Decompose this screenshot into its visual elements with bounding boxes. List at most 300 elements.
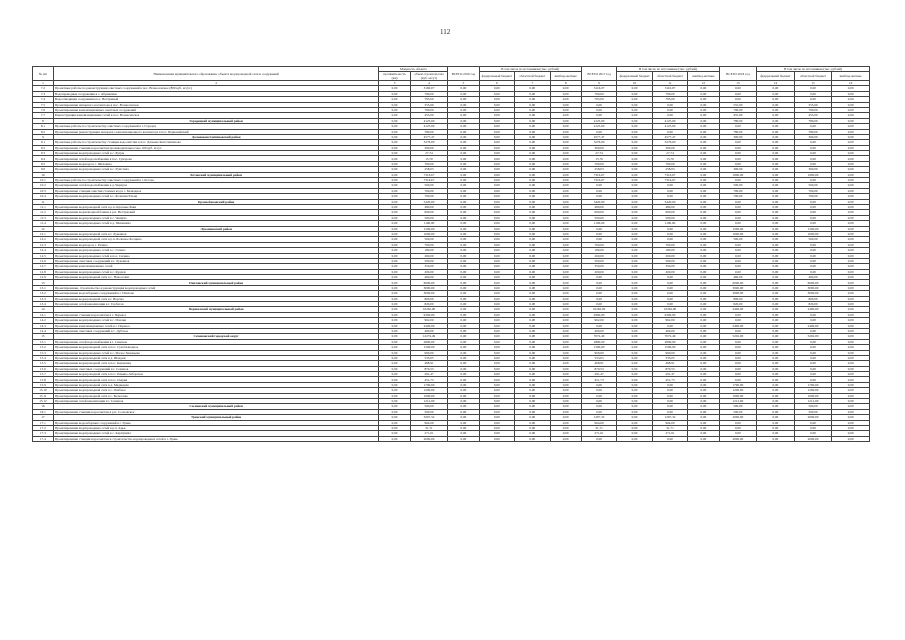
value-cell: 0,00 bbox=[652, 280, 687, 285]
value-cell: 0,00 bbox=[379, 415, 410, 420]
value-cell: 0,00 bbox=[479, 334, 514, 339]
value-cell: 0,00 bbox=[448, 431, 479, 436]
value-cell: 0,00 bbox=[379, 350, 410, 355]
value-cell: 10262,00 bbox=[652, 307, 687, 312]
value-cell: 900,00 bbox=[652, 350, 687, 355]
value-cell: 258,03 bbox=[410, 167, 448, 172]
value-cell: 0,00 bbox=[479, 404, 514, 409]
value-cell: 0,00 bbox=[832, 140, 870, 145]
row-number: 15.10 bbox=[33, 388, 54, 393]
value-cell: 480,00 bbox=[652, 204, 687, 209]
value-cell: 0,00 bbox=[448, 312, 479, 317]
value-cell: 180,00 bbox=[652, 248, 687, 253]
object-name: Проектирование водопроводных сетей в с. Гагино bbox=[53, 248, 379, 253]
value-cell: 0,00 bbox=[757, 91, 795, 96]
value-cell: 0,00 bbox=[832, 134, 870, 139]
value-cell: 0,00 bbox=[757, 199, 795, 204]
value-cell: 0,00 bbox=[688, 86, 719, 91]
value-cell: 0,00 bbox=[379, 107, 410, 112]
value-cell: 1212,00 bbox=[410, 399, 448, 404]
value-cell: 0,00 bbox=[757, 156, 795, 161]
value-cell: 0,00 bbox=[757, 431, 795, 436]
value-cell: 0,00 bbox=[719, 345, 757, 350]
value-cell: 0,00 bbox=[581, 323, 616, 328]
value-cell: 3000,00 bbox=[410, 291, 448, 296]
value-cell: 0,00 bbox=[794, 264, 832, 269]
value-cell: 0,00 bbox=[448, 253, 479, 258]
value-cell: 2000,00 bbox=[719, 415, 757, 420]
value-cell: 820,00 bbox=[719, 302, 757, 307]
object-name: Проектирование водопроводной сети в с. Новоселки bbox=[53, 275, 379, 280]
value-cell: 0,00 bbox=[479, 350, 514, 355]
value-cell: 10262,00 bbox=[410, 307, 448, 312]
value-cell: 0,00 bbox=[794, 97, 832, 102]
value-cell: 0,00 bbox=[757, 183, 795, 188]
value-cell: 0,00 bbox=[515, 221, 550, 226]
column-number: 11 bbox=[652, 81, 687, 86]
object-name: Проектирование станции водоочистки и строительство водопроводных сетей в г. Урень bbox=[53, 436, 379, 441]
value-cell: 0,00 bbox=[719, 355, 757, 360]
value-cell: 0,00 bbox=[515, 188, 550, 193]
value-cell: 0,00 bbox=[448, 124, 479, 129]
value-cell: 0,00 bbox=[379, 86, 410, 91]
value-cell: 0,00 bbox=[688, 161, 719, 166]
row-number: 15.7 bbox=[33, 372, 54, 377]
value-cell: 533,05 bbox=[410, 355, 448, 360]
row-number: 9.5 bbox=[33, 161, 54, 166]
value-cell: 962,00 bbox=[410, 318, 448, 323]
value-cell: 0,00 bbox=[479, 426, 514, 431]
value-cell: 0,00 bbox=[757, 296, 795, 301]
value-cell: 0,00 bbox=[757, 393, 795, 398]
object-name: Проектирование водозаборных сооружений в г. Урень bbox=[53, 420, 379, 425]
value-cell: 350,00 bbox=[652, 264, 687, 269]
value-cell: 27,74 bbox=[410, 151, 448, 156]
value-cell: 795,00 bbox=[652, 97, 687, 102]
value-cell: 0,00 bbox=[379, 388, 410, 393]
value-cell: 0,00 bbox=[688, 431, 719, 436]
value-cell: 3276,00 bbox=[581, 140, 616, 145]
object-name: Проектирование водопроводных сетей в пос. Силино bbox=[53, 253, 379, 258]
object-name: Проектирование водопроводной сети в пос. Озерки bbox=[53, 377, 379, 382]
row-number: 16 bbox=[33, 404, 54, 409]
value-cell: 0,00 bbox=[617, 350, 652, 355]
value-cell: 0,00 bbox=[688, 269, 719, 274]
value-cell: 0,00 bbox=[832, 237, 870, 242]
value-cell: 300,00 bbox=[652, 145, 687, 150]
value-cell: 0,00 bbox=[794, 204, 832, 209]
value-cell: 0,00 bbox=[515, 328, 550, 333]
value-cell: 0,00 bbox=[379, 226, 410, 231]
value-cell: 0,00 bbox=[652, 285, 687, 290]
row-number: 14.2 bbox=[33, 318, 54, 323]
value-cell: 0,00 bbox=[832, 221, 870, 226]
value-cell: 2800,00 bbox=[581, 339, 616, 344]
value-cell: 0,00 bbox=[550, 183, 581, 188]
value-cell: 0,00 bbox=[515, 345, 550, 350]
value-cell: 0,00 bbox=[379, 134, 410, 139]
value-cell: 500,00 bbox=[410, 237, 448, 242]
value-cell: 0,00 bbox=[550, 172, 581, 177]
value-cell: 0,00 bbox=[757, 323, 795, 328]
value-cell: 0,00 bbox=[688, 318, 719, 323]
value-cell: 0,00 bbox=[448, 194, 479, 199]
value-cell: 0,00 bbox=[479, 188, 514, 193]
value-cell: 0,00 bbox=[832, 151, 870, 156]
value-cell: 500,00 bbox=[410, 183, 448, 188]
value-cell: 0,00 bbox=[515, 269, 550, 274]
value-cell: 1000,00 bbox=[794, 231, 832, 236]
value-cell: 0,00 bbox=[379, 404, 410, 409]
column-number: 16 bbox=[832, 81, 870, 86]
value-cell: 0,00 bbox=[379, 339, 410, 344]
value-cell: 0,00 bbox=[617, 296, 652, 301]
value-cell: 0,00 bbox=[379, 145, 410, 150]
value-cell: 0,00 bbox=[652, 188, 687, 193]
value-cell: 1790,00 bbox=[410, 382, 448, 387]
value-cell: 0,00 bbox=[448, 415, 479, 420]
value-cell: 0,00 bbox=[550, 339, 581, 344]
value-cell: 0,00 bbox=[479, 242, 514, 247]
value-cell: 0,00 bbox=[617, 366, 652, 371]
value-cell: 0,00 bbox=[719, 210, 757, 215]
value-cell: 790,00 bbox=[719, 107, 757, 112]
value-cell: 0,00 bbox=[832, 366, 870, 371]
value-cell: 0,00 bbox=[515, 258, 550, 263]
header-reg-2017: областной бюджет bbox=[652, 72, 687, 81]
object-name: Проектирование напорного коллектора в пос. Вознесенское bbox=[53, 102, 379, 107]
value-cell: 0,00 bbox=[515, 393, 550, 398]
value-cell: 500,00 bbox=[794, 409, 832, 414]
value-cell: 0,00 bbox=[448, 178, 479, 183]
page-number: 112 bbox=[440, 28, 451, 36]
object-name: Проектирование водопроводной сети в р.п. Большое Болдино bbox=[53, 237, 379, 242]
row-number: 7.4 bbox=[33, 97, 54, 102]
value-cell: 0,00 bbox=[757, 307, 795, 312]
value-cell: 0,00 bbox=[515, 361, 550, 366]
value-cell: 0,00 bbox=[379, 269, 410, 274]
value-cell: 9300,00 bbox=[581, 312, 616, 317]
value-cell: 0,00 bbox=[550, 118, 581, 123]
value-cell: 0,00 bbox=[757, 140, 795, 145]
object-name: Краснобаковский район bbox=[53, 199, 379, 204]
value-cell: 0,00 bbox=[794, 178, 832, 183]
value-cell: 0,00 bbox=[719, 361, 757, 366]
value-cell: 0,00 bbox=[448, 264, 479, 269]
value-cell: 0,00 bbox=[832, 399, 870, 404]
value-cell: 0,00 bbox=[515, 167, 550, 172]
value-cell: 0,00 bbox=[688, 420, 719, 425]
value-cell: 0,00 bbox=[515, 210, 550, 215]
value-cell: 0,00 bbox=[757, 237, 795, 242]
value-cell: 260,00 bbox=[410, 253, 448, 258]
header-name: Наименование муниципального образования, объекта водопроводной сети и сооружений bbox=[53, 67, 379, 81]
object-name: Семеновский городской округ bbox=[53, 334, 379, 339]
value-cell: 0,00 bbox=[617, 178, 652, 183]
value-cell: 460,00 bbox=[719, 275, 757, 280]
value-cell: 0,00 bbox=[479, 183, 514, 188]
column-number: 10 bbox=[617, 81, 652, 86]
value-cell: 0,00 bbox=[479, 97, 514, 102]
value-cell: 0,00 bbox=[688, 264, 719, 269]
row-number: 7.7 bbox=[33, 113, 54, 118]
value-cell: 9300,00 bbox=[410, 312, 448, 317]
value-cell: 0,00 bbox=[757, 366, 795, 371]
row-number: 10.2 bbox=[33, 183, 54, 188]
value-cell: 0,00 bbox=[832, 393, 870, 398]
value-cell: 700,00 bbox=[581, 242, 616, 247]
object-name: Сосновский муниципальный район bbox=[53, 404, 379, 409]
row-number: 15 bbox=[33, 334, 54, 339]
value-cell: 0,00 bbox=[550, 361, 581, 366]
row-number: 17.4 bbox=[33, 436, 54, 441]
value-cell: 200,00 bbox=[410, 269, 448, 274]
value-cell: 4577,47 bbox=[652, 134, 687, 139]
object-name: Водоотводящие сооружения пос. Ветлужный bbox=[53, 97, 379, 102]
value-cell: 0,00 bbox=[617, 97, 652, 102]
value-cell: 0,00 bbox=[379, 291, 410, 296]
value-cell: 0,00 bbox=[688, 409, 719, 414]
value-cell: 0,00 bbox=[515, 134, 550, 139]
value-cell: 291,47 bbox=[410, 372, 448, 377]
value-cell: 0,00 bbox=[832, 426, 870, 431]
value-cell: 0,00 bbox=[515, 431, 550, 436]
value-cell: 0,00 bbox=[448, 199, 479, 204]
value-cell: 271,61 bbox=[410, 431, 448, 436]
value-cell: 0,00 bbox=[550, 302, 581, 307]
value-cell: 0,00 bbox=[479, 151, 514, 156]
value-cell: 0,00 bbox=[719, 350, 757, 355]
value-cell: 0,00 bbox=[379, 113, 410, 118]
value-cell: 0,00 bbox=[479, 145, 514, 150]
column-number: 2 bbox=[53, 81, 379, 86]
value-cell: 2400,00 bbox=[794, 323, 832, 328]
object-name: Кстовский муниципальный район bbox=[53, 172, 379, 177]
value-cell: 0,00 bbox=[794, 339, 832, 344]
value-cell: 0,00 bbox=[515, 307, 550, 312]
value-cell: 1267,32 bbox=[652, 415, 687, 420]
column-number: 7 bbox=[515, 81, 550, 86]
value-cell: 0,00 bbox=[448, 409, 479, 414]
value-cell: 0,00 bbox=[688, 172, 719, 177]
value-cell: 0,00 bbox=[794, 151, 832, 156]
value-cell: 0,00 bbox=[550, 258, 581, 263]
value-cell: 0,00 bbox=[617, 323, 652, 328]
value-cell: 0,00 bbox=[757, 97, 795, 102]
value-cell: 0,00 bbox=[688, 388, 719, 393]
value-cell: 0,00 bbox=[379, 323, 410, 328]
value-cell: 0,00 bbox=[479, 172, 514, 177]
header-fed-2016: федеральный бюджет bbox=[479, 72, 514, 81]
value-cell: 0,00 bbox=[550, 242, 581, 247]
value-cell: 0,00 bbox=[379, 436, 410, 441]
value-cell: 0,00 bbox=[550, 355, 581, 360]
value-cell: 0,00 bbox=[757, 215, 795, 220]
value-cell: 500,00 bbox=[410, 404, 448, 409]
value-cell: 0,00 bbox=[617, 361, 652, 366]
value-cell: 0,00 bbox=[550, 97, 581, 102]
value-cell: 0,00 bbox=[479, 258, 514, 263]
value-cell: 0,00 bbox=[794, 248, 832, 253]
value-cell: 0,00 bbox=[448, 404, 479, 409]
value-cell: 260,00 bbox=[581, 253, 616, 258]
value-cell: 0,00 bbox=[515, 296, 550, 301]
row-number: 9.2 bbox=[33, 145, 54, 150]
object-name: Павловский муниципальный район bbox=[53, 280, 379, 285]
value-cell: 3116,07 bbox=[652, 86, 687, 91]
value-cell: 271,61 bbox=[652, 431, 687, 436]
value-cell: 0,00 bbox=[757, 399, 795, 404]
value-cell: 0,00 bbox=[379, 318, 410, 323]
object-name: Проектирование водопроводных сетей в с. Большая Ельня bbox=[53, 194, 379, 199]
value-cell: 0,00 bbox=[617, 409, 652, 414]
value-cell: 0,00 bbox=[379, 393, 410, 398]
header-reg-2016: областной бюджет bbox=[515, 72, 550, 81]
value-cell: 0,00 bbox=[379, 280, 410, 285]
value-cell: 0,00 bbox=[757, 345, 795, 350]
value-cell: 900,00 bbox=[410, 350, 448, 355]
value-cell: 0,00 bbox=[832, 361, 870, 366]
object-name: Проектирование водопроводной сети в д. Шалдеж bbox=[53, 355, 379, 360]
value-cell: 0,00 bbox=[479, 318, 514, 323]
value-cell: 0,00 bbox=[617, 404, 652, 409]
value-cell: 0,00 bbox=[448, 102, 479, 107]
column-number: 3 bbox=[379, 81, 410, 86]
value-cell: 0,00 bbox=[379, 210, 410, 215]
value-cell: 0,00 bbox=[757, 377, 795, 382]
value-cell: 500,00 bbox=[719, 237, 757, 242]
row-number: 15.1 bbox=[33, 339, 54, 344]
value-cell: 780,00 bbox=[719, 129, 757, 134]
value-cell: 0,00 bbox=[617, 151, 652, 156]
value-cell: 0,00 bbox=[379, 91, 410, 96]
value-cell: 0,00 bbox=[757, 118, 795, 123]
value-cell: 27,74 bbox=[652, 151, 687, 156]
value-cell: 1500,00 bbox=[410, 226, 448, 231]
value-cell: 2800,00 bbox=[652, 339, 687, 344]
row-number: 14.1 bbox=[33, 312, 54, 317]
row-number: 9 bbox=[33, 134, 54, 139]
value-cell: 0,00 bbox=[832, 199, 870, 204]
value-cell: 0,00 bbox=[794, 269, 832, 274]
value-cell: 0,00 bbox=[379, 431, 410, 436]
value-cell: 0,00 bbox=[581, 302, 616, 307]
value-cell: 0,00 bbox=[550, 129, 581, 134]
value-cell: 0,00 bbox=[515, 426, 550, 431]
value-cell: 7316,67 bbox=[581, 178, 616, 183]
row-number: 15.9 bbox=[33, 382, 54, 387]
value-cell: 0,00 bbox=[832, 339, 870, 344]
value-cell: 0,00 bbox=[550, 280, 581, 285]
value-cell: 0,00 bbox=[832, 204, 870, 209]
value-cell: 0,00 bbox=[479, 345, 514, 350]
value-cell: 964,00 bbox=[410, 420, 448, 425]
value-cell: 0,00 bbox=[794, 431, 832, 436]
value-cell: 0,00 bbox=[757, 436, 795, 441]
value-cell: 0,00 bbox=[688, 382, 719, 387]
value-cell: 0,00 bbox=[719, 312, 757, 317]
value-cell: 0,00 bbox=[515, 285, 550, 290]
value-cell: 0,00 bbox=[515, 91, 550, 96]
value-cell: 451,73 bbox=[652, 377, 687, 382]
value-cell: 0,00 bbox=[617, 226, 652, 231]
value-cell: 0,00 bbox=[757, 194, 795, 199]
value-cell: 600,00 bbox=[581, 210, 616, 215]
value-cell: 0,00 bbox=[757, 328, 795, 333]
value-cell: 0,00 bbox=[757, 415, 795, 420]
value-cell: 0,00 bbox=[832, 226, 870, 231]
value-cell: 0,00 bbox=[448, 382, 479, 387]
value-cell: 0,00 bbox=[688, 107, 719, 112]
value-cell: 300,00 bbox=[581, 145, 616, 150]
value-cell: 0,00 bbox=[832, 183, 870, 188]
value-cell: 6000,00 bbox=[719, 280, 757, 285]
value-cell: 0,00 bbox=[379, 172, 410, 177]
value-cell: 0,00 bbox=[757, 161, 795, 166]
value-cell: 0,00 bbox=[515, 275, 550, 280]
value-cell: 0,00 bbox=[757, 426, 795, 431]
value-cell: 0,00 bbox=[617, 318, 652, 323]
value-cell: 0,00 bbox=[832, 291, 870, 296]
value-cell: 0,00 bbox=[794, 258, 832, 263]
value-cell: 0,00 bbox=[617, 102, 652, 107]
value-cell: 0,00 bbox=[688, 248, 719, 253]
value-cell: 0,00 bbox=[479, 113, 514, 118]
value-cell: 0,00 bbox=[832, 404, 870, 409]
value-cell: 180,00 bbox=[581, 248, 616, 253]
value-cell: 700,00 bbox=[719, 194, 757, 199]
value-cell: 0,00 bbox=[832, 118, 870, 123]
value-cell: 0,00 bbox=[719, 377, 757, 382]
object-name: Проектные работы по строительству очистных сооружений в г. Кстово bbox=[53, 178, 379, 183]
value-cell: 0,00 bbox=[719, 140, 757, 145]
value-cell: 0,00 bbox=[617, 172, 652, 177]
row-number: 7.3 bbox=[33, 91, 54, 96]
value-cell: 790,00 bbox=[581, 91, 616, 96]
value-cell: 1790,00 bbox=[719, 382, 757, 387]
value-cell: 0,00 bbox=[832, 248, 870, 253]
value-cell: 0,00 bbox=[719, 264, 757, 269]
value-cell: 0,00 bbox=[515, 350, 550, 355]
value-cell: 0,00 bbox=[719, 86, 757, 91]
value-cell: 0,00 bbox=[550, 248, 581, 253]
value-cell: 0,00 bbox=[479, 215, 514, 220]
object-name: Проектирование водопроводных сетей в р.п. Арья bbox=[53, 426, 379, 431]
value-cell: 0,00 bbox=[379, 231, 410, 236]
value-cell: 0,00 bbox=[550, 382, 581, 387]
value-cell: 0,00 bbox=[515, 215, 550, 220]
value-cell: 0,00 bbox=[479, 134, 514, 139]
value-cell: 0,00 bbox=[688, 156, 719, 161]
value-cell: 0,00 bbox=[379, 215, 410, 220]
value-cell: 0,00 bbox=[379, 183, 410, 188]
value-cell: 0,00 bbox=[379, 296, 410, 301]
object-name: Проектирование сетей водоснабжения в пос. Суворово bbox=[53, 156, 379, 161]
value-cell: 0,00 bbox=[379, 167, 410, 172]
value-cell: 0,00 bbox=[719, 258, 757, 263]
value-cell: 0,00 bbox=[479, 124, 514, 129]
object-name: Проектирование водопроводных сетей в д. Шеманиха bbox=[53, 221, 379, 226]
value-cell: 0,00 bbox=[832, 113, 870, 118]
value-cell: 0,00 bbox=[581, 285, 616, 290]
value-cell: 0,00 bbox=[794, 361, 832, 366]
value-cell: 0,00 bbox=[617, 264, 652, 269]
value-cell: 0,00 bbox=[617, 355, 652, 360]
value-cell: 0,00 bbox=[379, 285, 410, 290]
value-cell: 0,00 bbox=[688, 334, 719, 339]
value-cell: 0,00 bbox=[757, 302, 795, 307]
value-cell: 0,00 bbox=[515, 231, 550, 236]
